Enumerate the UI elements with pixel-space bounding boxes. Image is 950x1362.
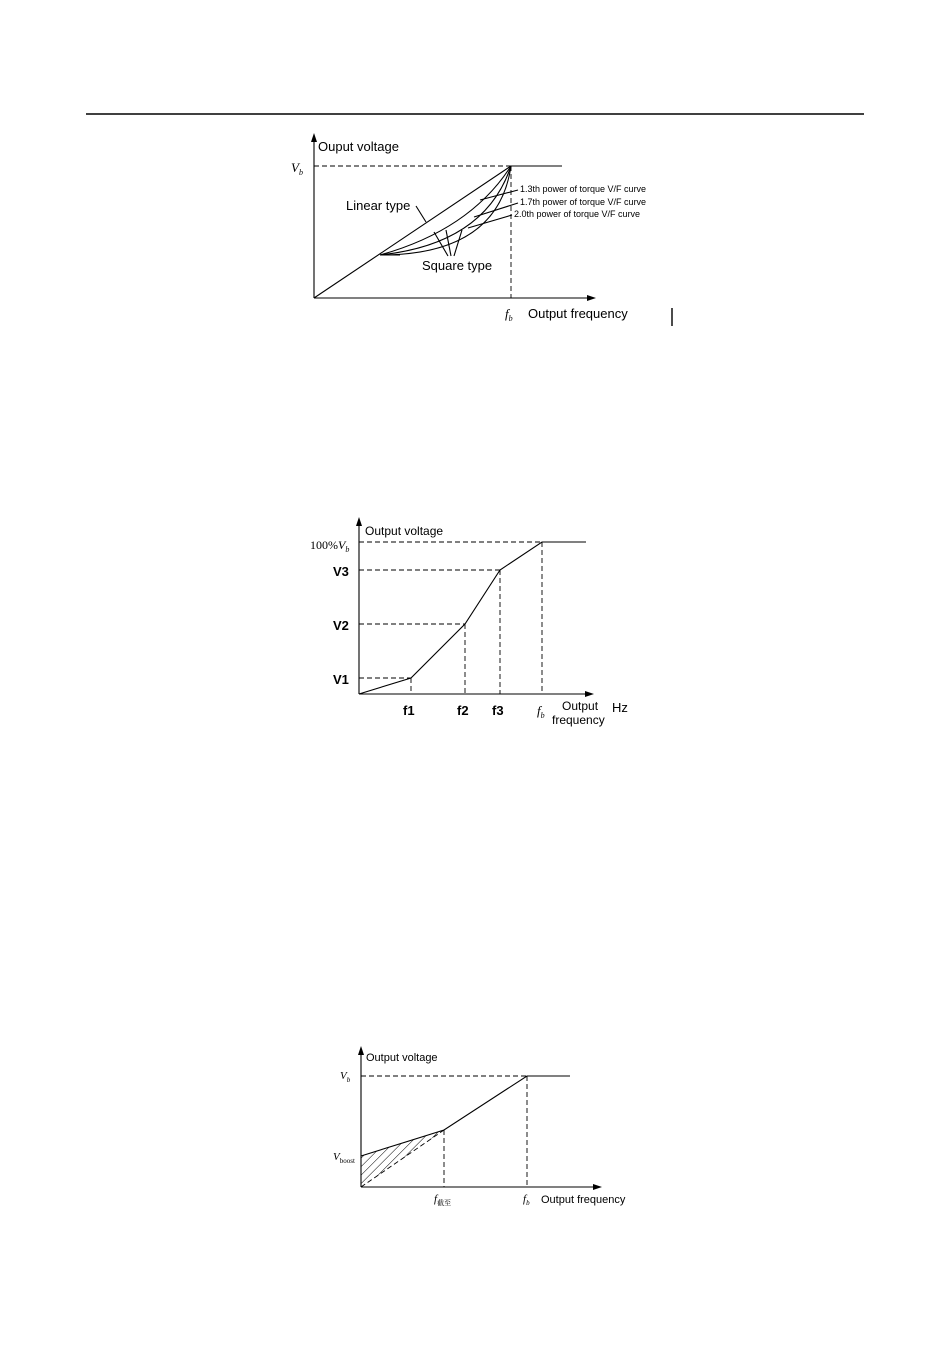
fig1-x-arrowhead (587, 295, 596, 301)
figure-multipoint-vf (310, 517, 628, 727)
fig2-y-arrowhead (356, 517, 362, 526)
fig3-fcut-label: $f_{截至}$ (434, 1193, 452, 1207)
fig1-curve-label-3: 2.0th power of torque V/F curve (514, 209, 641, 219)
fig2-x-arrowhead (585, 691, 594, 697)
fig2-vf-polyline (359, 542, 586, 694)
fig3-fb-label: $f_b$ (523, 1193, 530, 1207)
fig1-curve-label-2: 1.7th power of torque V/F curve (520, 197, 647, 207)
fig2-x-axis-label-line2: frequency (552, 713, 605, 727)
fig1-square-leader-1 (434, 232, 448, 256)
fig3-y-arrowhead (358, 1046, 364, 1055)
fig1-square-leader-2 (446, 230, 451, 256)
fig1-linear-leader (416, 206, 426, 222)
fig2-v1-label: V1 (333, 672, 349, 687)
fig3-vb-label: $V_b$ (340, 1070, 351, 1084)
fig2-v3-label: V3 (333, 564, 349, 579)
fig2-y-axis-label: Output voltage (365, 524, 444, 538)
fig1-y-arrowhead (311, 133, 317, 142)
figure-vf-curve-types (291, 133, 672, 326)
fig2-f3-label: f3 (492, 703, 504, 718)
fig2-x-axis-label-line1: Output (562, 699, 599, 713)
fig3-x-axis-label: Output frequency (541, 1194, 626, 1206)
fig1-square-type-label: Square type (422, 258, 493, 273)
fig2-vb-label: $100\%V_b$ (310, 538, 350, 554)
fig2-f1-label: f1 (403, 703, 415, 718)
figure-torque-boost (333, 1046, 626, 1207)
fig1-linear-curve (314, 166, 511, 298)
fig1-y-axis-label: Ouput voltage (318, 139, 399, 154)
fig1-x-axis-label: Output frequency (528, 306, 628, 321)
fig3-x-arrowhead (593, 1184, 602, 1190)
fig2-v2-label: V2 (333, 618, 349, 633)
fig1-fb-label: $f_b$ (505, 306, 513, 323)
fig3-boost-curve (361, 1076, 570, 1156)
fig2-unit-label: Hz (612, 700, 628, 715)
fig3-vboost-label: $V_{boost}$ (333, 1151, 355, 1165)
fig2-fb-label: $f_b$ (537, 703, 545, 720)
fig3-y-axis-label: Output voltage (366, 1052, 438, 1064)
fig2-f2-label: f2 (457, 703, 469, 718)
fig1-curve-label-1: 1.3th power of torque V/F curve (520, 184, 647, 194)
fig1-linear-type-label: Linear type (346, 198, 411, 213)
fig1-vb-label: $V_b$ (291, 160, 303, 177)
